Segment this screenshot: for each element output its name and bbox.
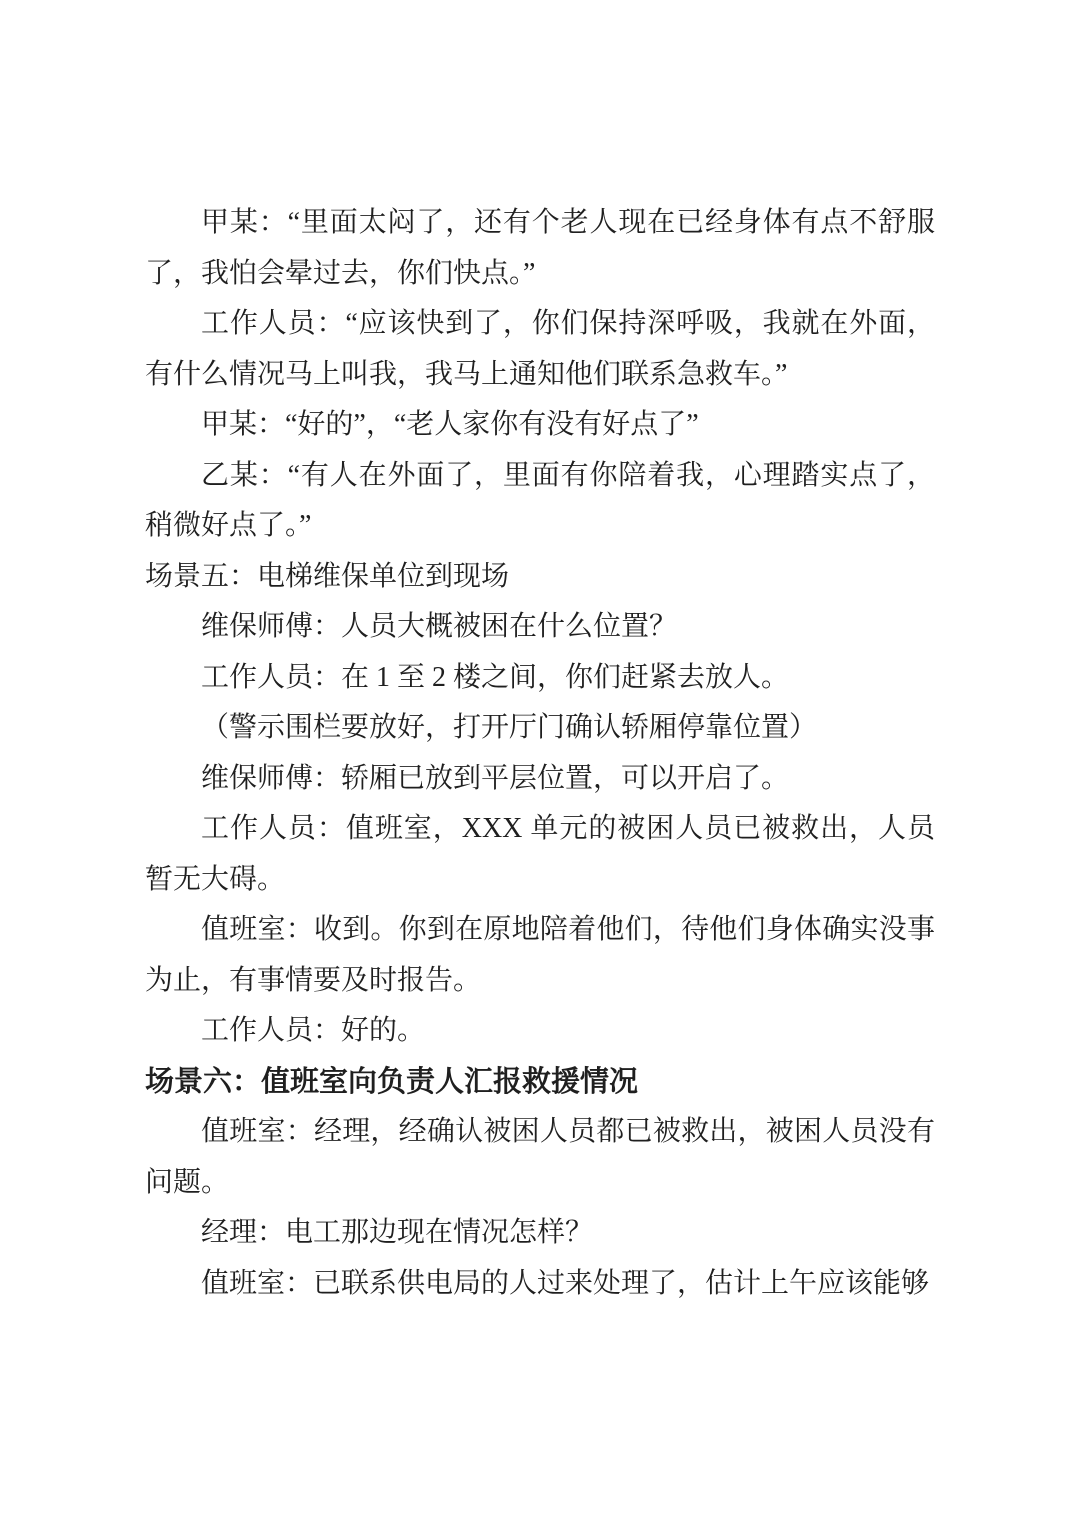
paragraph: 工作人员：好的。 <box>201 1015 426 1046</box>
paragraph: 工作人员：值班室，XXX 单元的被困人员已被救出，人员暂无大碍。 <box>145 813 935 895</box>
paragraph: 场景五：电梯维保单位到现场 <box>145 560 510 592</box>
paragraph: 经理：电工那边现在情况怎样？ <box>201 1217 594 1248</box>
paragraph: 乙某：“有人在外面了，里面有你陪着我，心理踏实点了，稍微好点了。” <box>145 459 935 541</box>
paragraph: 值班室：经理，经确认被困人员都已被救出，被困人员没有问题。 <box>145 1116 935 1198</box>
paragraph: 工作人员：“应该快到了，你们保持深呼吸，我就在外面，有什么情况马上叫我，我马上通知他们联系急救车。” <box>145 308 935 390</box>
paragraph: 场景六：值班室向负责人汇报救援情况 <box>145 1065 639 1098</box>
paragraph: 值班室：收到。你到在原地陪着他们，待他们身体确实没事为止，有事情要及时报告。 <box>145 914 935 996</box>
paragraph: 值班室：已联系供电局的人过来处理了，估计上午应该能够 <box>201 1267 930 1299</box>
paragraph: （警示围栏要放好，打开厅门确认轿厢停靠位置） <box>201 712 818 743</box>
paragraph: 甲某：“好的”，“老人家你有没有好点了” <box>201 409 699 440</box>
paragraph: 甲某：“里面太闷了，还有个老人现在已经身体有点不舒服了，我怕会晕过去，你们快点。” <box>145 207 935 289</box>
document-body <box>145 198 935 1309</box>
paragraph: 维保师傅：轿厢已放到平层位置，可以开启了。 <box>201 762 790 794</box>
paragraph: 工作人员：在 1 至 2 楼之间，你们赶紧去放人。 <box>201 661 790 693</box>
paragraph: 维保师傅：人员大概被困在什么位置？ <box>201 611 678 642</box>
